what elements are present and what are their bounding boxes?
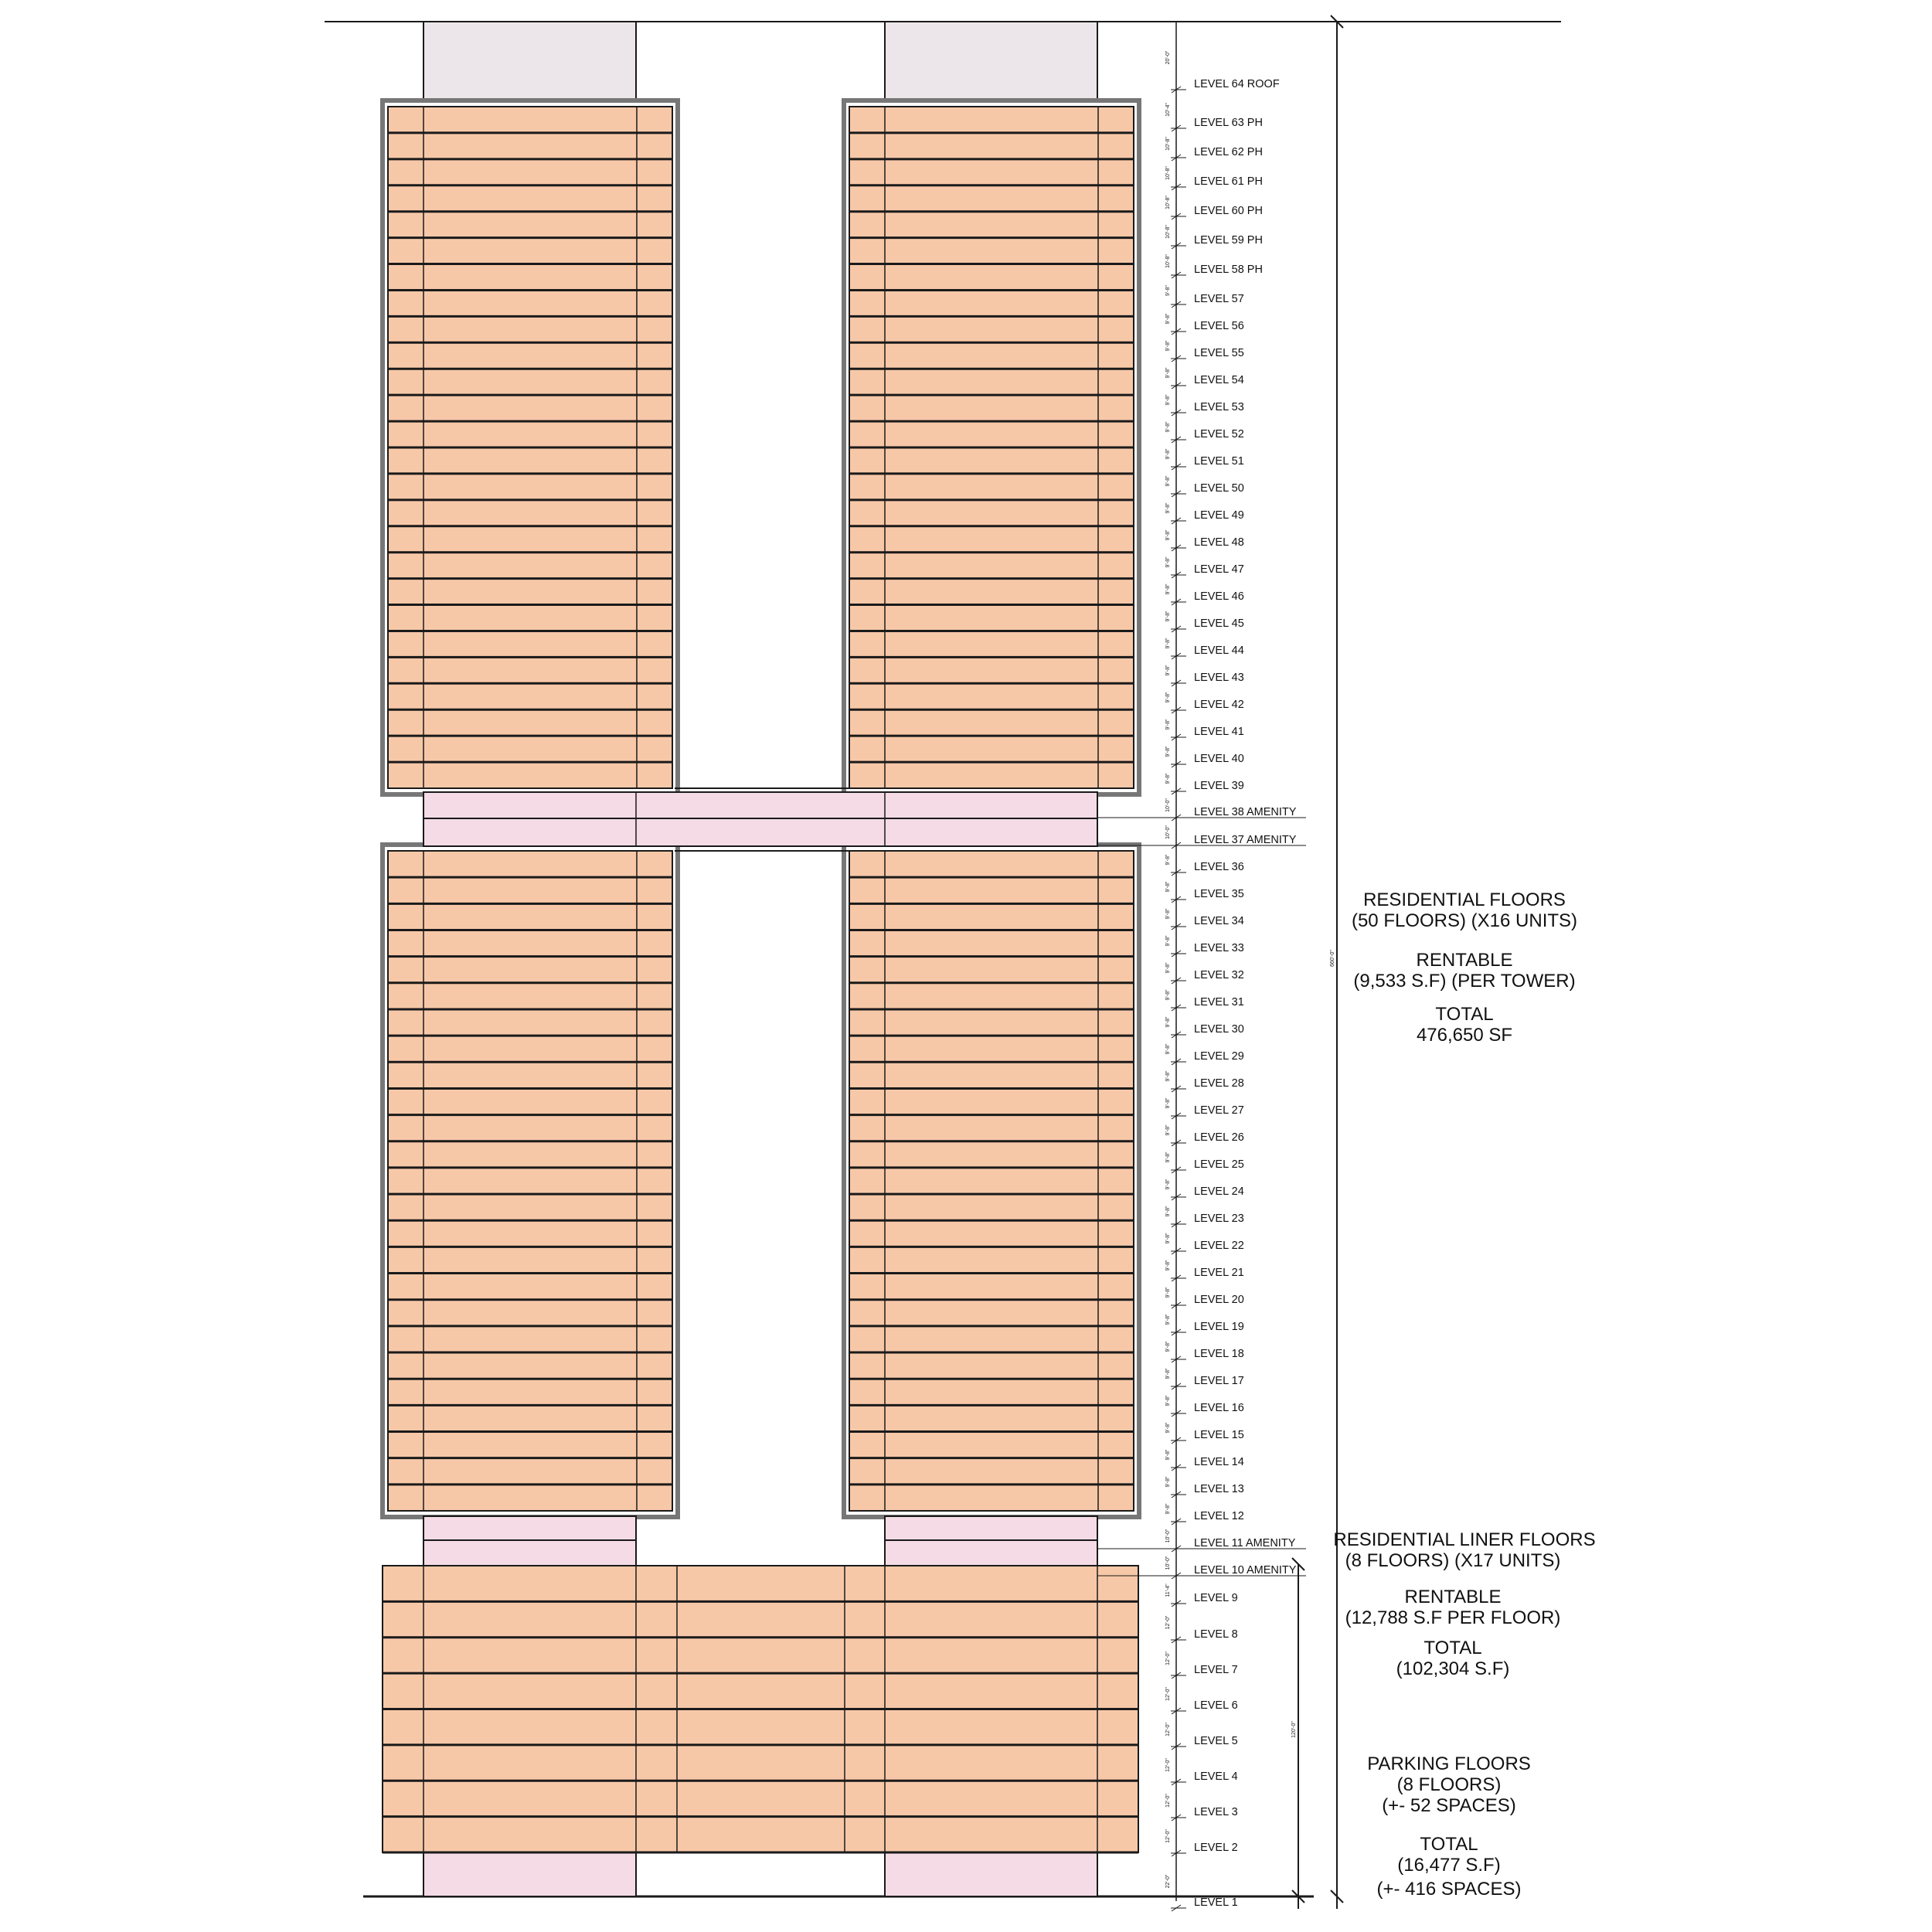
level-dimension-label: 10'-4" [1165, 103, 1171, 117]
level-label: LEVEL 33 [1194, 942, 1244, 954]
lobby-block [885, 1852, 1097, 1896]
level-dimension-label: 9'-8" [1165, 1476, 1171, 1488]
note-total-label: TOTAL [1435, 1004, 1494, 1025]
tower-lower-left [383, 845, 678, 1517]
level-label: LEVEL 44 [1194, 645, 1244, 657]
level-label: LEVEL 10 AMENITY [1194, 1564, 1297, 1577]
note-total-value: 476,650 SF [1416, 1025, 1513, 1046]
level-label: LEVEL 40 [1194, 753, 1244, 765]
note-rentable-label: RENTABLE [1404, 1587, 1502, 1607]
level-dimension-label: 9'-8" [1165, 529, 1171, 541]
level-dimension-label: 12'-0" [1165, 1687, 1171, 1701]
roof-box-right [885, 22, 1097, 99]
level-label: LEVEL 59 PH [1194, 234, 1263, 247]
note-rentable-label: RENTABLE [1416, 950, 1513, 971]
level-dimension-label: 9'-8" [1165, 285, 1171, 296]
level-label: LEVEL 39 [1194, 780, 1244, 792]
level-dimension-label: 11'-4" [1165, 1583, 1171, 1597]
level-dimension-label: 9'-8" [1165, 692, 1171, 703]
level-dimension-label: 9'-8" [1165, 611, 1171, 622]
tower-body [388, 851, 672, 1511]
tower-upper-right [844, 100, 1139, 794]
level-dimension-label: 9'-8" [1165, 367, 1171, 379]
level-label: LEVEL 18 [1194, 1348, 1244, 1360]
level-label: LEVEL 6 [1194, 1699, 1238, 1712]
level-dimension-label: 12'-0" [1165, 1758, 1171, 1772]
level-dimension-label: 10'-0" [1165, 1556, 1171, 1570]
note-total-label: TOTAL [1420, 1834, 1478, 1855]
level-dimension-label: 9'-8" [1165, 340, 1171, 352]
level-dimension-label: 20'-0" [1165, 50, 1171, 65]
level-label: LEVEL 12 [1194, 1510, 1244, 1522]
level-label: LEVEL 1 [1194, 1896, 1238, 1909]
level-dimension-label: 9'-8" [1165, 421, 1171, 433]
level-label: LEVEL 21 [1194, 1267, 1244, 1279]
level-dimension-label: 10'-8" [1165, 196, 1171, 209]
level-label: LEVEL 13 [1194, 1483, 1244, 1495]
level-label: LEVEL 3 [1194, 1806, 1238, 1818]
level-dimension-label: 12'-0" [1165, 1651, 1171, 1665]
level-label: LEVEL 37 AMENITY [1194, 834, 1297, 846]
level-dimension-label: 9'-8" [1165, 1449, 1171, 1461]
level-dimension-label: 9'-8" [1165, 1097, 1171, 1109]
level-label: LEVEL 8 [1194, 1628, 1238, 1641]
level-label: LEVEL 56 [1194, 320, 1244, 332]
level-dimension-label: 9'-8" [1165, 665, 1171, 676]
note-heading: (50 FLOORS) (X16 UNITS) [1351, 910, 1578, 931]
note-total-label: TOTAL [1423, 1638, 1482, 1658]
lobby-block [423, 1852, 636, 1896]
level-label: LEVEL 26 [1194, 1131, 1244, 1144]
note-total-value: (+- 416 SPACES) [1376, 1879, 1522, 1900]
level-label: LEVEL 28 [1194, 1077, 1244, 1090]
note-total-value: (102,304 S.F) [1396, 1658, 1510, 1679]
level-label: LEVEL 29 [1194, 1050, 1244, 1063]
tower-lower-right [844, 845, 1139, 1517]
note-residential-tower [1352, 889, 1577, 1046]
level-dimension-label: 9'-8" [1165, 1287, 1171, 1298]
note-heading: (+- 52 SPACES) [1382, 1795, 1516, 1816]
level-label: LEVEL 7 [1194, 1664, 1238, 1676]
level-dimension-label: 9'-8" [1165, 746, 1171, 757]
level-dimension-label: 9'-8" [1165, 1341, 1171, 1352]
level-dimension-label: 12'-0" [1165, 1615, 1171, 1630]
level-label: LEVEL 42 [1194, 699, 1244, 711]
level-dimension-label: 9'-8" [1165, 1260, 1171, 1271]
level-dimension-label: 9'-8" [1165, 1314, 1171, 1325]
level-label: LEVEL 62 PH [1194, 146, 1263, 158]
level-label: LEVEL 17 [1194, 1375, 1244, 1387]
level-label: LEVEL 14 [1194, 1456, 1244, 1468]
level-dimension-label: 9'-8" [1165, 394, 1171, 406]
level-dimension-label: 9'-8" [1165, 1043, 1171, 1055]
level-label: LEVEL 49 [1194, 509, 1244, 522]
level-label: LEVEL 19 [1194, 1321, 1244, 1333]
level-label: LEVEL 38 AMENITY [1194, 806, 1297, 818]
level-label: LEVEL 4 [1194, 1770, 1238, 1783]
note-heading: (8 FLOORS) (X17 UNITS) [1345, 1550, 1561, 1571]
level-label: LEVEL 55 [1194, 347, 1244, 359]
level-dimension-label: 9'-8" [1165, 1233, 1171, 1244]
level-label: LEVEL 5 [1194, 1735, 1238, 1747]
level-label: LEVEL 54 [1194, 374, 1244, 386]
level-dimension-label: 9'-8" [1165, 502, 1171, 514]
level-label: LEVEL 30 [1194, 1023, 1244, 1036]
level-label: LEVEL 63 PH [1194, 117, 1263, 129]
level-dimension-label: 9'-8" [1165, 583, 1171, 595]
level-dimension-label: 9'-8" [1165, 1503, 1171, 1515]
podium-dimension-label: 120'-0" [1291, 1721, 1297, 1738]
note-rentable-value: (12,788 S.F PER FLOOR) [1345, 1607, 1561, 1628]
level-dimension-label: 9'-8" [1165, 719, 1171, 730]
level-label: LEVEL 11 AMENITY [1194, 1537, 1296, 1549]
note-heading: RESIDENTIAL FLOORS [1363, 889, 1566, 910]
tower-body [849, 851, 1134, 1511]
level-dimension-label: 9'-8" [1165, 313, 1171, 325]
note-parking [1367, 1753, 1531, 1900]
level-label: LEVEL 34 [1194, 915, 1244, 927]
level-label: LEVEL 36 [1194, 861, 1244, 873]
level-dimension-label: 9'-8" [1165, 908, 1171, 920]
level-label: LEVEL 32 [1194, 969, 1244, 981]
level-label: LEVEL 35 [1194, 888, 1244, 900]
level-label: LEVEL 24 [1194, 1185, 1244, 1198]
level-dimension-label: 9'-8" [1165, 1070, 1171, 1082]
level-dimension-label: 9'-8" [1165, 556, 1171, 568]
level-dimension-label: 10'-8" [1165, 137, 1171, 151]
level-label: LEVEL 47 [1194, 563, 1244, 576]
level-dimension-label: 9'-8" [1165, 1395, 1171, 1406]
level-label: LEVEL 61 PH [1194, 175, 1263, 188]
level-dimension-label: 9'-8" [1165, 989, 1171, 1001]
level-dimension-label: 12'-0" [1165, 1723, 1171, 1736]
level-label: LEVEL 52 [1194, 428, 1244, 440]
level-dimension-label: 9'-8" [1165, 638, 1171, 649]
tower-upper-left [383, 100, 678, 794]
level-label: LEVEL 53 [1194, 401, 1244, 413]
level-label: LEVEL 20 [1194, 1294, 1244, 1306]
note-rentable-value: (9,533 S.F) (PER TOWER) [1353, 971, 1576, 992]
level-label: LEVEL 64 ROOF [1194, 78, 1280, 90]
level-label: LEVEL 45 [1194, 617, 1244, 630]
level-label: LEVEL 9 [1194, 1592, 1238, 1604]
level-dimension-label: 10'-0" [1165, 1529, 1171, 1543]
level-label: LEVEL 50 [1194, 482, 1244, 495]
level-dimension-label: 9'-8" [1165, 1179, 1171, 1190]
level-label: LEVEL 15 [1194, 1429, 1244, 1441]
level-dimension-label: 9'-8" [1165, 1151, 1171, 1163]
level-label: LEVEL 60 PH [1194, 205, 1263, 217]
level-label: LEVEL 46 [1194, 590, 1244, 603]
level-label: LEVEL 25 [1194, 1158, 1244, 1171]
level-label: LEVEL 22 [1194, 1240, 1244, 1252]
level-dimension-label: 9'-8" [1165, 475, 1171, 487]
note-heading: (8 FLOORS) [1396, 1774, 1502, 1795]
level-dimension-label: 9'-8" [1165, 773, 1171, 784]
level-dimension-label: 9'-8" [1165, 1124, 1171, 1136]
level-dimension-label: 10'-8" [1165, 225, 1171, 239]
level-dimension-label: 10'-8" [1165, 254, 1171, 268]
podium-group [383, 1566, 1138, 1852]
level-dimension-label: 9'-8" [1165, 962, 1171, 974]
level-dimension-label: 9'-8" [1165, 1206, 1171, 1217]
level-dimension-label: 9'-8" [1165, 1368, 1171, 1379]
level-dimension-label: 12'-0" [1165, 1829, 1171, 1843]
level-label: LEVEL 57 [1194, 293, 1244, 305]
level-dimension-label: 9'-8" [1165, 881, 1171, 893]
level-label: LEVEL 16 [1194, 1402, 1244, 1414]
level-label: LEVEL 31 [1194, 996, 1244, 1009]
level-dimension-label: 9'-8" [1165, 854, 1171, 866]
level-label: LEVEL 23 [1194, 1213, 1244, 1225]
level-dimension-label: 9'-8" [1165, 1422, 1171, 1434]
level-label: LEVEL 51 [1194, 455, 1244, 468]
roof-box-left [423, 22, 636, 99]
level-label: LEVEL 27 [1194, 1104, 1244, 1117]
level-dimension-label: 10'-0" [1165, 798, 1171, 812]
level-dimension-label: 9'-8" [1165, 1016, 1171, 1028]
level-dimension-label: 22'-0" [1165, 1874, 1171, 1889]
note-total-value: (16,477 S.F) [1397, 1855, 1501, 1876]
level-dimension-label: 9'-8" [1165, 935, 1171, 947]
note-residential-liner [1333, 1529, 1595, 1679]
level-label: LEVEL 2 [1194, 1842, 1238, 1854]
level-dimension-label: 10'-8" [1165, 166, 1171, 180]
level-dimension-label: 10'-0" [1165, 825, 1171, 839]
level-dimension-label: 9'-8" [1165, 448, 1171, 460]
level-label: LEVEL 43 [1194, 672, 1244, 684]
overall-dimension-label: 660'-0" [1330, 950, 1335, 967]
note-heading: PARKING FLOORS [1367, 1753, 1531, 1774]
level-label: LEVEL 41 [1194, 726, 1244, 738]
level-label: LEVEL 48 [1194, 536, 1244, 549]
level-dimension-label: 12'-0" [1165, 1794, 1171, 1808]
note-heading: RESIDENTIAL LINER FLOORS [1333, 1529, 1596, 1550]
level-label: LEVEL 58 PH [1194, 264, 1263, 276]
